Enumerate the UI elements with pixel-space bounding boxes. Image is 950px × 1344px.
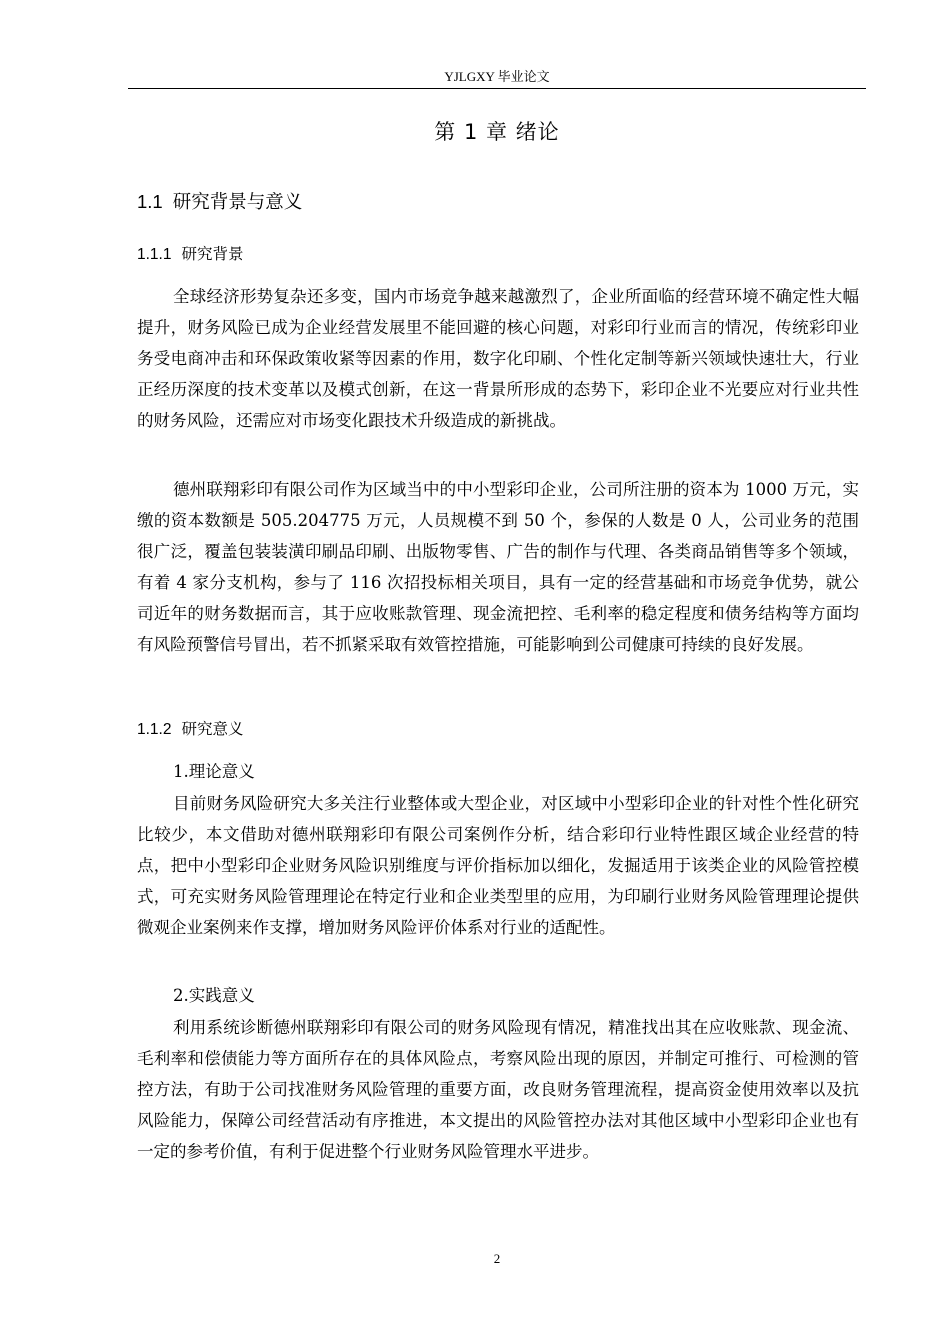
body-paragraph: 目前财务风险研究大多关注行业整体或大型企业，对区域中小型彩印企业的针对性个性化研究比较少，本文借助对德州联翔彩印有限公司案例作分析，结合彩印行业特性跟区域企业经营的特点，把中小型彩印企业财务风险识别维度与评价指标加以细化，发掘适用于该类企业的风险管控模式，可充实财务风险管理理论在特定行业和企业类型里的应用，为印刷行业财务风险管理理论提供微观企业案例来作支撑，增加财务风险评价体系对行业的适配性。 xyxy=(137,794,859,937)
page-number: 2 xyxy=(493,1251,501,1266)
chapter-title: 第 1 章 绪论 xyxy=(434,120,560,144)
subsection-number: 1.1.2 xyxy=(137,721,172,738)
subsection-number: 1.1.1 xyxy=(137,246,172,263)
list-label-practice: 2.实践意义 xyxy=(173,986,255,1005)
section-title: 研究背景与意义 xyxy=(172,192,303,213)
section-heading-1-1 xyxy=(137,189,302,216)
header-rule xyxy=(128,88,866,89)
body-paragraph: 全球经济形势复杂还多变，国内市场竞争越来越激烈了，企业所面临的经营环境不确定性大幅提升，财务风险已成为企业经营发展里不能回避的核心问题，对彩印行业而言的情况，传统彩印业务受电商冲击和环保政策收紧等因素的作用，数字化印刷、个性化定制等新兴领域快速壮大，行业正经历深度的技术变革以及模式创新，在这一背景所形成的态势下，彩印企业不光要应对行业共性的财务风险，还需应对市场变化跟技术升级造成的新挑战。 xyxy=(137,287,859,430)
subsection-title: 研究意义 xyxy=(181,720,244,738)
body-paragraph: 德州联翔彩印有限公司作为区域当中的中小型彩印企业，公司所注册的资本为 1000 万元，实缴的资本数额是 505.204775 万元，人员规模不到 50 个，参保的人数是 0 人，公司业务的范围很广泛，覆盖包装装潢印刷品印刷、出版物零售、广告的制作与代理、各类商品销售等多个领域，有着 4 家分支机构，参与了 116 次招投标相关项目，具有一定的经营基础和市场竞争优势，就公司近年的财务数据而言，其于应收账款管理、现金流把控、毛利率的稳定程度和债务结构等方面均有风险预警信号冒出，若不抓紧采取有效管控措施，可能影响到公司健康可持续的良好发展。 xyxy=(137,480,859,654)
subsection-heading-1-1-1 xyxy=(137,243,244,266)
body-paragraph: 利用系统诊断德州联翔彩印有限公司的财务风险现有情况，精准找出其在应收账款、现金流、毛利率和偿债能力等方面所存在的具体风险点，考察风险出现的原因，并制定可推行、可检测的管控方法，有助于公司找准财务风险管理的重要方面，改良财务管理流程，提高资金使用效率以及抗风险能力，保障公司经营活动有序推进，本文提出的风险管控办法对其他区域中小型彩印企业也有一定的参考价值，有利于促进整个行业财务风险管理水平进步。 xyxy=(137,1018,859,1161)
list-label-theory: 1.理论意义 xyxy=(173,762,255,781)
subsection-title: 研究背景 xyxy=(181,245,244,263)
subsection-heading-1-1-2 xyxy=(137,718,244,741)
section-number: 1.1 xyxy=(137,191,163,212)
running-header: YJLGXY 毕业论文 xyxy=(444,69,550,84)
